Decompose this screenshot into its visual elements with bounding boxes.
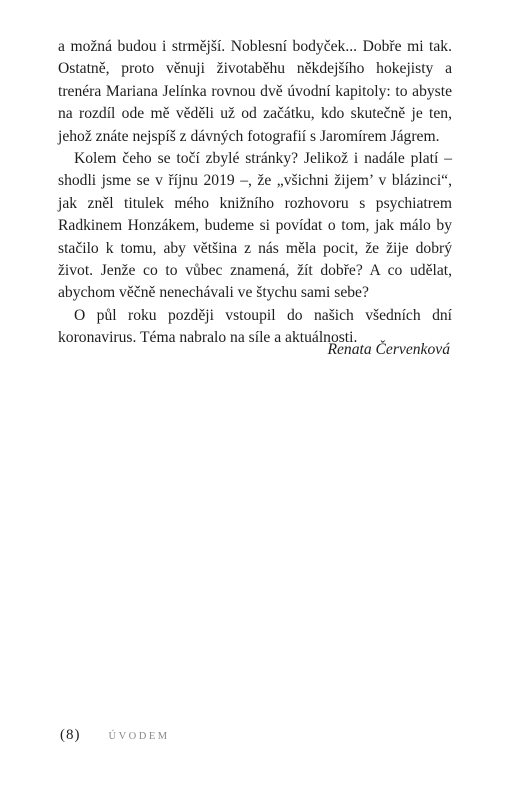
body-text [58, 36, 452, 350]
paragraph-continuation: a možná budou i strmější. Noblesní bodyček... Dobře mi tak. Ostatně, proto věnuji životaběhu někdejšího hokejisty a trenéra Mariana Jelínka rovnou dvě úvodní kapitoly: to abyste na rozdíl ode mě věděli už od začátku, kdo skutečně je ten, jehož znáte nejspíš z dávných fotografií s Jaromírem Jágrem. [58, 38, 452, 145]
page-number: (8) [60, 727, 81, 743]
paragraph-coronavirus: O půl roku později vstoupil do našich všedních dní koronavirus. Téma nabralo na síle a aktuálnosti. [58, 306, 452, 347]
paragraph-topic: Kolem čeho se točí zbylé stránky? Jelikož i nadále platí – shodli jsme se v říjnu 2019 –, že „všichni žijem’ v blázinci“, jak zněl titulek mého knižního rozhovoru s psychiatrem Radkinem Honzákem, budeme si povídat o tom, jak málo by stačilo k tomu, aby většina z nás měla pocit, že žije dobrý život. Jenže co to vůbec znamená, žít dobře? A co udělat, abychom věčně nenechávali ve štychu sami sebe? [58, 150, 452, 302]
page-footer [60, 727, 170, 744]
running-section-title: ÚVODEM [108, 731, 170, 742]
author-signature: Renata Červenková [327, 341, 450, 358]
